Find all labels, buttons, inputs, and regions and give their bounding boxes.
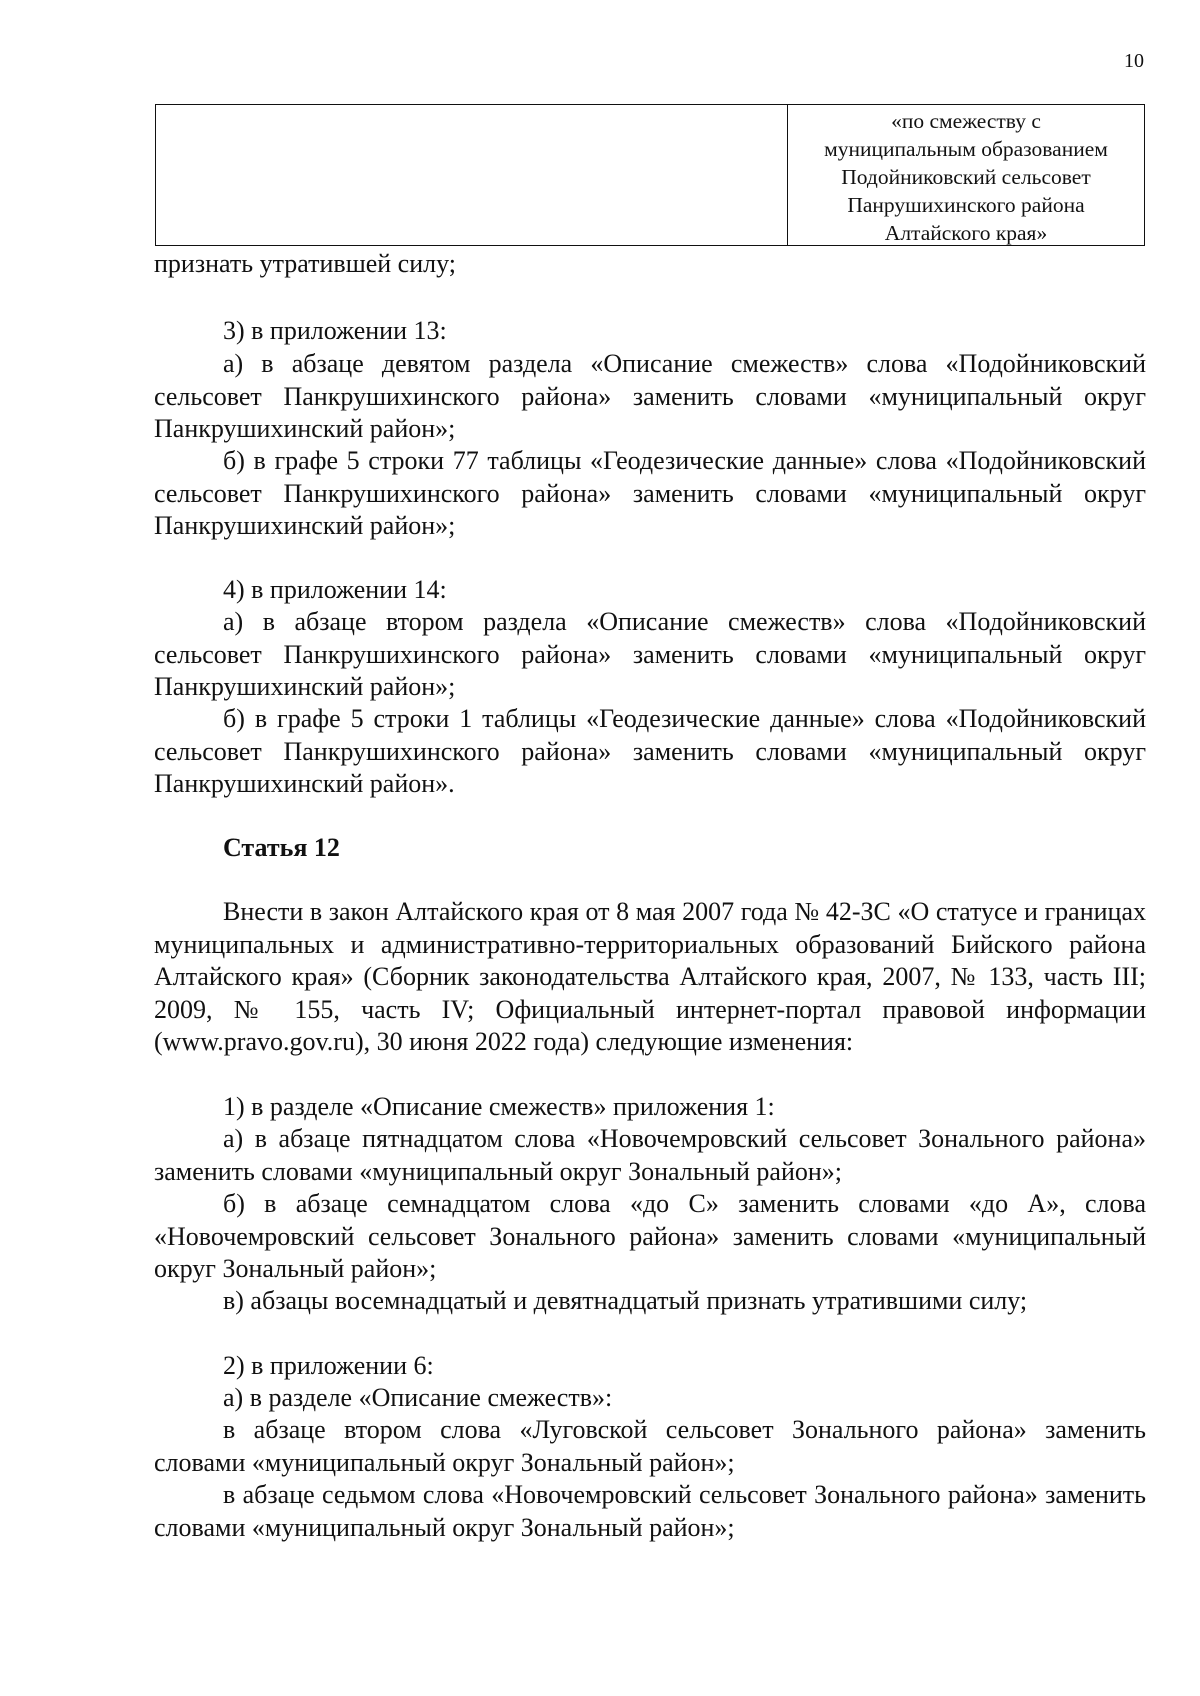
table-cell-line: муниципальным образованием [824,137,1108,161]
item4-title: 4) в приложении 14: [223,575,447,604]
table-fragment [155,104,1145,246]
article-item1-c: в) абзацы восемнадцатый и девятнадцатый признать утратившими силу; [223,1286,1028,1315]
article-item2-title: 2) в приложении 6: [223,1351,434,1380]
after-table-text: признать утратившей силу; [154,249,456,278]
table-cell-line: Панрушихинского района [847,193,1085,217]
table-cell-line: Подойниковский сельсовет [841,165,1091,189]
page-number: 10 [1124,50,1144,72]
item3-title: 3) в приложении 13: [223,316,447,345]
item4-a: а) в абзаце втором раздела «Описание смежеств» слова «Подойниковский сельсовет Панкрушихинского района» заменить словами «муниципальный округ Панкрушихинский район»; [154,607,1146,701]
article-item1-a: а) в абзаце пятнадцатом слова «Новочемровский сельсовет Зонального района» заменить словами «муниципальный округ Зональный район»; [154,1124,1146,1186]
article-item1-b: б) в абзаце семнадцатом слова «до С» заменить словами «до А», слова «Новочемровский сельсовет Зонального района» заменить словами «муниципальный округ Зональный район»; [154,1189,1146,1283]
article-item2-a2: в абзаце седьмом слова «Новочемровский сельсовет Зонального района» заменить словами «муниципальный округ Зональный район»; [154,1480,1146,1542]
article-item2-a1: в абзаце втором слова «Луговской сельсовет Зонального района» заменить словами «муниципальный округ Зональный район»; [154,1415,1146,1477]
article-item1-title: 1) в разделе «Описание смежеств» приложения 1: [223,1092,775,1121]
table-cell-empty [156,105,788,245]
table-cell-line: «по смежеству с [891,109,1041,133]
item4-b: б) в графе 5 строки 1 таблицы «Геодезические данные» слова «Подойниковский сельсовет Панкрушихинского района» заменить словами «муниципальный округ Панкрушихинский район». [154,704,1146,798]
table-cell-adjacency [788,105,1144,245]
table-cell-line: Алтайского края» [884,221,1048,245]
item3-b: б) в графе 5 строки 77 таблицы «Геодезические данные» слова «Подойниковский сельсовет Панкрушихинского района» заменить словами «муниципальный округ Панкрушихинский район»; [154,446,1146,540]
article-heading: Статья 12 [223,833,340,862]
article-item2-a: а) в разделе «Описание смежеств»: [223,1383,613,1412]
article-intro: Внести в закон Алтайского края от 8 мая 2007 года № 42-ЗС «О статусе и границах муниципальных и административно-территориальных образований Бийского района Алтайского края» (Сборник законодательства Алтайского края, 2007, № 133, часть III; 2009, № 155, часть IV; Официальный интернет-портал правовой информации (www.pravo.gov.ru), 30 июня 2022 года) следующие изменения: [154,897,1146,1056]
item3-a: а) в абзаце девятом раздела «Описание смежеств» слова «Подойниковский сельсовет Панкрушихинского района» заменить словами «муниципальный округ Панкрушихинский район»; [154,349,1146,443]
